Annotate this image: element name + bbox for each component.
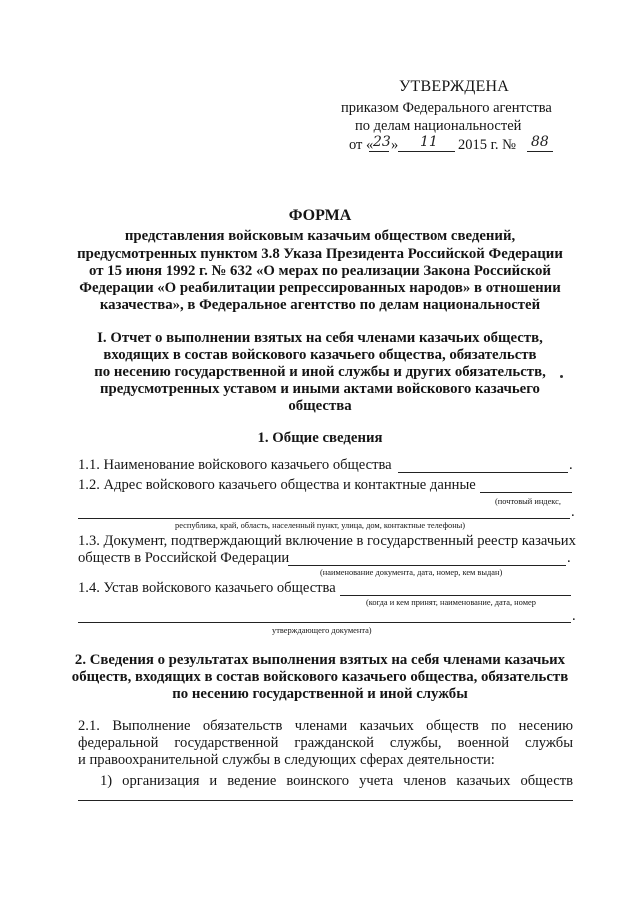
hint-address: республика, край, область, населенный пункт, улица, дом, контактные телефоны) <box>175 521 466 530</box>
month-underline <box>398 151 455 152</box>
item-1-3-line <box>288 565 566 566</box>
section2-heading-line: 2. Сведения о результатах выполнения взятых на себя членами казачьих <box>74 652 566 668</box>
approval-heading: УТВЕРЖДЕНА <box>399 78 510 95</box>
form-title-line: от 15 июня 1992 г. № 632 «О мерах по реализации Закона Российской <box>89 263 551 279</box>
approval-line1: приказом Федерального агентства <box>341 100 552 116</box>
scan-speck <box>560 375 563 378</box>
approval-year: 2015 г. № <box>458 137 517 153</box>
item-1-4-line <box>340 595 571 596</box>
item-1-2-line <box>480 492 572 493</box>
approval-date-mid: » <box>391 137 399 153</box>
form-title-line: Федерации «О реабилитации репрессированных народов» в отношении <box>79 280 561 296</box>
part1-heading-line: по несению государственной и иной службы и других обязательств, <box>94 364 546 380</box>
hint-charter-2: утверждающего документа) <box>272 626 372 635</box>
approval-month: 11 <box>420 134 438 150</box>
item-1-2: 1.2. Адрес войскового казачьего общества и контактные данные <box>78 477 476 493</box>
document-page: УТВЕРЖДЕНА приказом Федерального агентства по делам национальностей от « 23 » 11 2015 г. № 88 ФОРМА представления войсковым казачьим обществом сведений, предусмотренных пунктом 3.8 Указа Президента Российской Федерации от 15 июня 1992 г. № 632 «О мерах по реализации Закона Российской Федерации «О реабилитации репрессированных народов» в отношении казачества», в Федеральное агентство по делам национальностей I. Отчет о выполнении взятых на себя членами казачьих обществ, входящих в состав войскового казачьего общества, обязательств по несению государственной и иной службы и других обязательств, предусмотренных уставом и иными актами войскового казачьего общества 1. Общие сведения 1.1. Наименование войскового казачьего общества . 1.2. Адрес войскового казачьего общества и контактные данные (почтовый индекс, . республика, край, область, населенный пункт, улица, дом, контактные телефоны) 1.3. Документ, подтверждающий включение в государственный реестр казачьих обществ в Российской Федерации . (наименование документа, дата, номер, кем выдан) 1.4. Устав войскового казачьего общества (когда и кем принят, наименование, дата, номер . утверждающего документа) 2. Сведения о результатах выполнения взятых на себя членами казачьих обществ, входящих в состав войскового казачьего общества, обязательств по несению государственной и иной службы 2.1. Выполнение обязательств членами казачьих обществ по несению федеральной государственной гражданской службы, военной службы и правоохранительной службы в следующих сферах деятельности: 1) организация и ведение воинского учета членов казачьих обществ <box>0 0 640 905</box>
part1-heading-line: предусмотренных уставом и иными актами войскового казачьего <box>100 381 540 397</box>
hint-doc: (наименование документа, дата, номер, кем выдан) <box>320 568 503 577</box>
item-1-4: 1.4. Устав войскового казачьего общества <box>78 580 336 596</box>
hint-postal: (почтовый индекс, <box>495 497 561 506</box>
para-2-1-line1: 2.1. Выполнение обязательств членами казачьих обществ по несению <box>78 718 573 734</box>
approval-line2: по делам национальностей <box>355 118 522 134</box>
item-1-1-line <box>398 472 568 473</box>
para-2-1-line3: и правоохранительной службы в следующих сферах деятельности: <box>78 752 495 768</box>
approval-number: 88 <box>531 134 549 150</box>
part1-heading-line: I. Отчет о выполнении взятых на себя членами казачьих обществ, <box>97 330 543 346</box>
part1-heading-line: общества <box>288 398 352 414</box>
number-underline <box>527 151 553 152</box>
item-1-3-line2: обществ в Российской Федерации <box>78 550 290 566</box>
sub-item-1: 1) организация и ведение воинского учета членов казачьих обществ <box>100 773 573 789</box>
item-1-1: 1.1. Наименование войскового казачьего общества <box>78 457 392 473</box>
day-underline <box>369 151 389 152</box>
form-title-line: предусмотренных пунктом 3.8 Указа Президента Российской Федерации <box>77 246 563 262</box>
item-1-3-line1: 1.3. Документ, подтверждающий включение в государственный реестр казачьих <box>78 533 576 549</box>
hint-charter: (когда и кем принят, наименование, дата, номер <box>366 598 536 607</box>
charter-line <box>78 622 571 623</box>
sub-item-1-line <box>78 800 573 801</box>
form-title-line: казачества», в Федеральное агентство по делам национальностей <box>99 297 541 313</box>
approval-day: 23 <box>373 134 391 150</box>
section1-heading: 1. Общие сведения <box>257 430 383 446</box>
form-title-word: ФОРМА <box>288 207 352 224</box>
part1-heading-line: входящих в состав войскового казачьего общества, обязательств <box>103 347 537 363</box>
section2-heading-line: по несению государственной и иной службы <box>172 686 468 702</box>
address-line <box>78 518 570 519</box>
form-title-line: представления войсковым казачьим обществом сведений, <box>124 228 516 244</box>
para-2-1-line2: федеральной государственной гражданской службы, военной службы <box>78 735 573 751</box>
section2-heading-line: обществ, входящих в состав войскового казачьего общества, обязательств <box>71 669 569 685</box>
approval-date-prefix: от « <box>349 137 374 153</box>
